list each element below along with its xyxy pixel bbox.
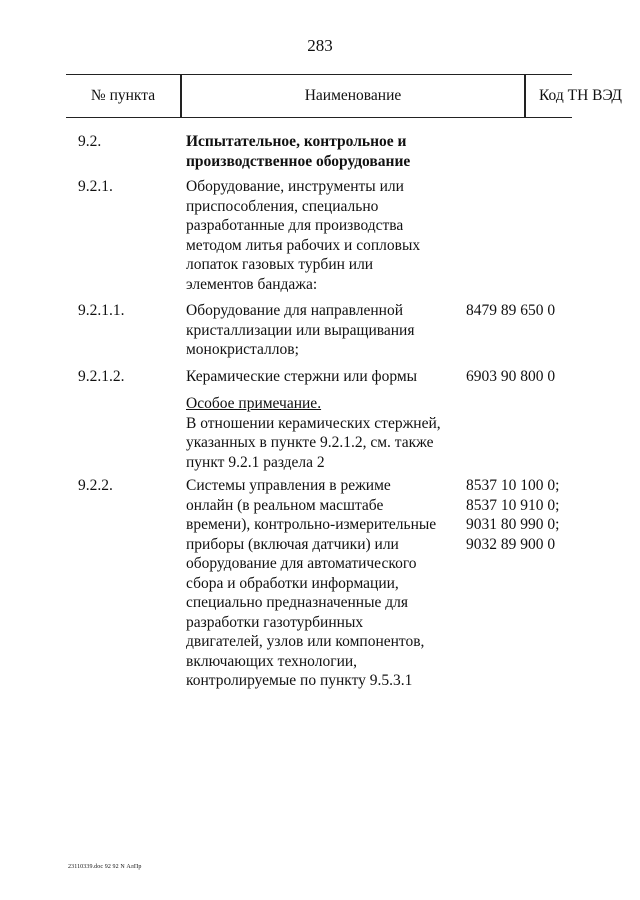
name-line: указанных в пункте 9.2.1.2, см. также — [186, 434, 434, 451]
code-line: 9031 80 990 0; — [466, 516, 560, 533]
row-number: 9.2.1. — [78, 178, 113, 195]
row-name — [186, 301, 466, 360]
row-name — [186, 367, 466, 387]
name-line: лопаток газовых турбин или — [186, 256, 374, 273]
name-line: монокристаллов; — [186, 341, 299, 358]
row-number: 9.2. — [78, 133, 102, 150]
code-line: 8537 10 910 0; — [466, 496, 560, 514]
row-name — [186, 476, 466, 691]
name-line: оборудование для автоматического — [186, 555, 417, 572]
name-line: специально предназначенные для — [186, 594, 409, 611]
code-line: 9032 89 900 0 — [466, 535, 556, 553]
code-line: 8537 10 100 0; — [466, 477, 560, 494]
name-line: Оборудование для направленной — [186, 302, 404, 319]
column-header-code: Код ТН ВЭД — [538, 87, 622, 104]
code-line: 8479 89 650 0 — [466, 302, 556, 319]
column-header-number: № пункта — [90, 87, 156, 104]
name-line: приборы (включая датчики) или — [186, 535, 399, 553]
name-line: Керамические стержни или формы — [186, 368, 418, 385]
name-line: времени), контрольно-измерительные — [186, 516, 437, 533]
name-line: Оборудование, инструменты или — [186, 178, 404, 195]
row-number: 9.2.1.2. — [78, 368, 125, 385]
note-title: Особое примечание. — [186, 395, 322, 412]
name-line: включающих технологии, — [186, 652, 358, 670]
name-line: пункт 9.2.1 раздела 2 — [186, 453, 325, 471]
row-number: 9.2.1.1. — [78, 302, 125, 319]
name-line: методом литья рабочих и сопловых — [186, 236, 421, 254]
name-line: двигателей, узлов или компонентов, — [186, 633, 425, 650]
row-name — [186, 177, 466, 294]
table-header — [66, 74, 622, 118]
name-line: приспособления, специально — [186, 197, 379, 215]
name-line: кристаллизации или выращивания — [186, 321, 415, 339]
row-name — [186, 132, 466, 171]
row-code — [466, 367, 586, 387]
row-number: 9.2.2. — [78, 477, 113, 494]
special-note — [186, 394, 466, 472]
name-line: производственное оборудование — [186, 152, 411, 170]
code-line: 6903 90 800 0 — [466, 368, 556, 385]
name-line: онлайн (в реальном масштабе — [186, 496, 384, 514]
name-line: разработанные для производства — [186, 217, 404, 234]
name-line: Системы управления в режиме — [186, 477, 391, 494]
name-line: сбора и обработки информации, — [186, 574, 399, 592]
row-code — [466, 301, 586, 321]
name-line: контролируемые по пункту 9.5.3.1 — [186, 672, 413, 689]
name-line: Испытательное, контрольное и — [186, 133, 407, 150]
page-number: 283 — [307, 36, 333, 55]
name-line: В отношении керамических стержней, — [186, 414, 441, 432]
row-code — [466, 476, 586, 554]
footer-file-tag: 23110339.doc 92 92 N АлПр — [68, 864, 142, 870]
name-line: элементов бандажа: — [186, 275, 318, 293]
name-line: разработки газотурбинных — [186, 613, 364, 631]
column-header-name: Наименование — [304, 87, 402, 104]
